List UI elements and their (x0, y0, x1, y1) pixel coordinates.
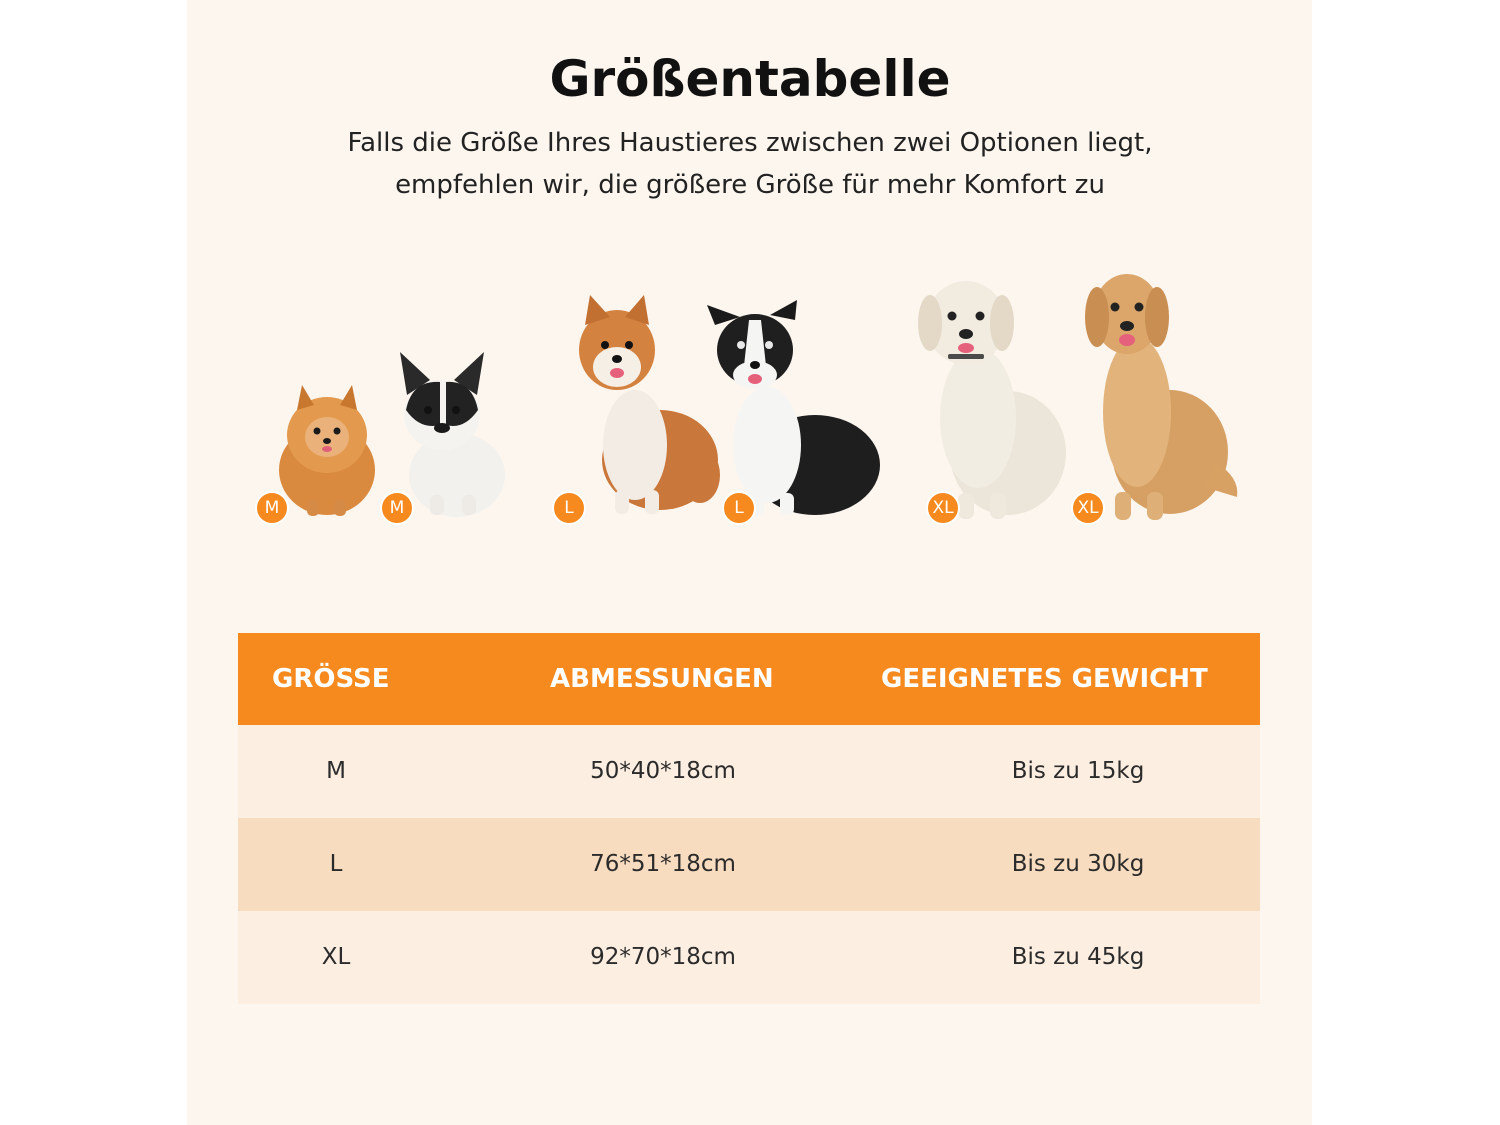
cell-dimensions: 92*70*18cm (590, 944, 736, 970)
size-badge-l-2: L (722, 491, 756, 525)
cell-weight: Bis zu 45kg (1011, 944, 1145, 970)
french-bulldog-illustration (392, 350, 512, 520)
cell-dimensions: 76*51*18cm (590, 851, 736, 877)
page-subtitle (0, 122, 1500, 206)
size-table (238, 633, 1260, 1004)
size-badge-m-1: M (255, 491, 289, 525)
size-badge-xl-1: XL (926, 491, 960, 525)
page-title: Größentabelle (549, 50, 951, 108)
cell-weight: Bis zu 30kg (1011, 851, 1145, 877)
cell-size: M (326, 758, 346, 784)
cell-dimensions: 50*40*18cm (590, 758, 736, 784)
size-badge-l-1: L (552, 491, 586, 525)
subtitle-line-2: empfehlen wir, die größere Größe für mehr Komfort zu (395, 170, 1105, 200)
table-header (238, 633, 1260, 725)
size-badge-m-2: M (380, 491, 414, 525)
table-row (238, 818, 1260, 911)
table-row (238, 911, 1260, 1004)
pomeranian-illustration (272, 375, 382, 520)
header-weight: GEEIGNETES GEWICHT (881, 664, 1208, 694)
cream-golden-retriever-illustration (918, 268, 1073, 523)
cell-size: XL (321, 944, 351, 970)
shiba-inu-illustration (575, 295, 725, 520)
cell-weight: Bis zu 15kg (1011, 758, 1145, 784)
size-badge-xl-2: XL (1071, 491, 1105, 525)
border-collie-illustration (705, 295, 885, 520)
header-dimensions: ABMESSUNGEN (550, 664, 774, 694)
cell-size: L (329, 851, 343, 877)
table-row (238, 725, 1260, 818)
subtitle-line-1: Falls die Größe Ihres Haustieres zwischen zwei Optionen liegt, (347, 128, 1153, 158)
golden-retriever-illustration (1085, 262, 1245, 524)
header-size: GRÖSSE (272, 664, 390, 694)
